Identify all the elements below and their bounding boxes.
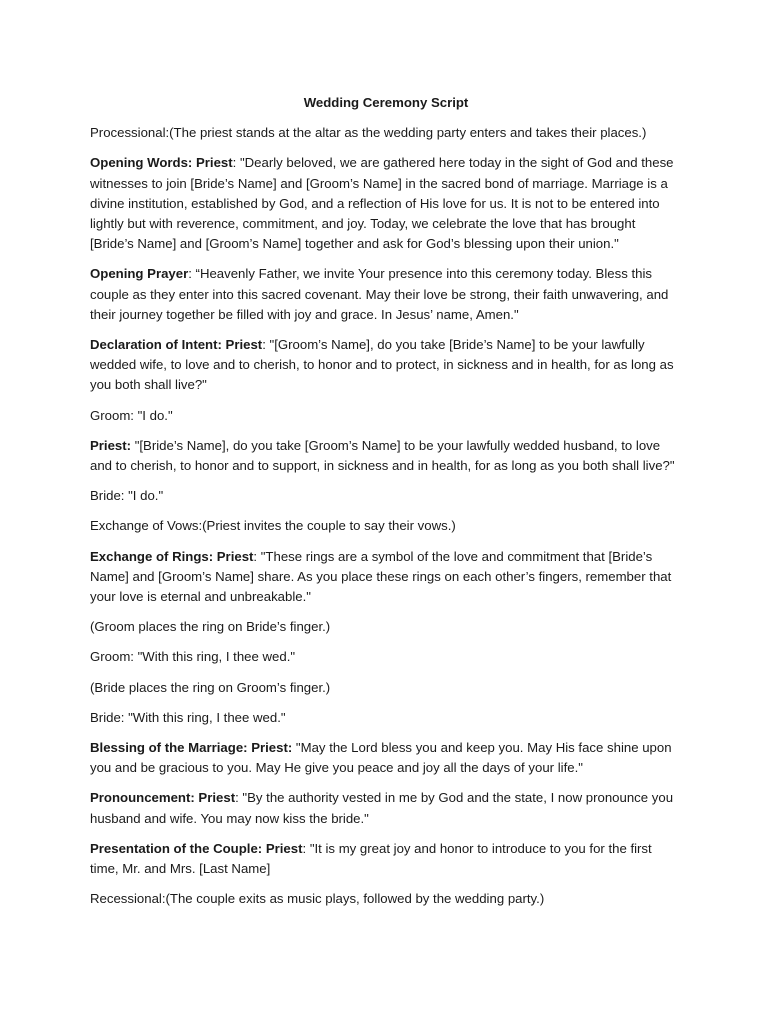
paragraph-text: : “Heavenly Father, we invite Your presence into this ceremony today. Bless this couple as they enter into this sacred covenant. May their love be strong, their faith unwavering, and their journey together be filled with joy and grace. In Jesus’ name, Amen."	[90, 266, 669, 322]
paragraph-label: Priest:	[90, 437, 132, 453]
paragraph-groom-ring-vow	[90, 647, 682, 667]
paragraph-text: Groom: "I do."	[90, 407, 173, 423]
paragraph-label: Blessing of the Marriage: Priest:	[90, 740, 293, 756]
paragraph-label: Exchange of Rings: Priest	[90, 548, 254, 564]
paragraph-label: Opening Words: Priest	[90, 155, 233, 171]
paragraph-text: : "It is my great joy and honor to introduce to you for the first time, Mr. and Mrs. [Last Name]	[90, 840, 652, 877]
paragraph-text: : "These rings are a symbol of the love and commitment that [Bride’s Name] and [Groom’s Name] share. As you place these rings on each other’s fingers, remember that your love is eternal and unbreakable."	[90, 548, 672, 605]
paragraph-label: Opening Prayer	[90, 266, 189, 282]
paragraph-priest-question	[90, 436, 682, 476]
paragraph-processional	[90, 123, 682, 143]
paragraph-bride-ring-vow	[90, 708, 682, 728]
paragraph-exchange-of-rings	[90, 547, 682, 608]
paragraph-label: Presentation of the Couple: Priest	[90, 840, 303, 856]
document-title: Wedding Ceremony Script	[303, 95, 469, 110]
paragraph-bride-ring-direction	[90, 678, 682, 698]
paragraph-groom-response	[90, 406, 682, 426]
document-body	[90, 93, 682, 920]
paragraph-text: : "[Groom’s Name], do you take [Bride’s Name] to be your lawfully wedded wife, to love and to cherish, to honor and to protect, in sickness and in health, for as long as you both shall live?"	[90, 337, 674, 393]
paragraph-text: Exchange of Vows:(Priest invites the couple to say their vows.)	[90, 518, 456, 534]
paragraph-text: Bride: "I do."	[90, 488, 164, 504]
paragraph-text: Groom: "With this ring, I thee wed."	[90, 649, 296, 665]
paragraph-text: Bride: "With this ring, I thee wed."	[90, 709, 286, 725]
paragraph-text: (Groom places the ring on Bride’s finger.)	[90, 619, 331, 635]
paragraph-text: (Bride places the ring on Groom’s finger.)	[90, 679, 331, 695]
paragraph-pronouncement	[90, 788, 682, 828]
paragraph-bride-response	[90, 486, 682, 506]
paragraph-text: : "Dearly beloved, we are gathered here today in the sight of God and these witnesses to join [Bride’s Name] and [Groom’s Name] in the sacred bond of marriage. Marriage is a divine institution, established by God, and a reflection of His love for us. It is not to be entered into lightly but with reverence, commitment, and joy. Today, we celebrate the love that has brought [Bride’s Name] and [Groom’s Name] together and ask for God’s blessing upon their union."	[90, 155, 674, 252]
paragraph-exchange-of-vows	[90, 516, 682, 536]
paragraph-text: "May the Lord bless you and keep you. May His face shine upon you and be gracious to you. May He give you peace and joy all the days of your life."	[90, 740, 672, 776]
paragraph-label: Declaration of Intent: Priest	[90, 337, 263, 353]
paragraph-text: Recessional:(The couple exits as music plays, followed by the wedding party.)	[90, 891, 545, 907]
paragraph-blessing	[90, 738, 682, 778]
paragraph-text: : "By the authority vested in me by God and the state, I now pronounce you husband and wife. You may now kiss the bride."	[90, 790, 674, 826]
paragraph-text: Processional:(The priest stands at the altar as the wedding party enters and takes their places.)	[90, 125, 647, 141]
paragraph-presentation	[90, 839, 682, 879]
paragraph-opening-prayer	[90, 264, 682, 325]
paragraph-opening-words	[90, 153, 682, 254]
paragraph-groom-ring-direction	[90, 617, 682, 637]
paragraph-text: "[Bride’s Name], do you take [Groom’s Name] to be your lawfully wedded husband, to love and to cherish, to honor and to support, in sickness and in health, for as long as you both shall live?"	[90, 437, 675, 474]
paragraph-label: Pronouncement: Priest	[90, 790, 236, 806]
paragraph-declaration-of-intent	[90, 335, 682, 396]
paragraph-recessional	[90, 889, 682, 909]
